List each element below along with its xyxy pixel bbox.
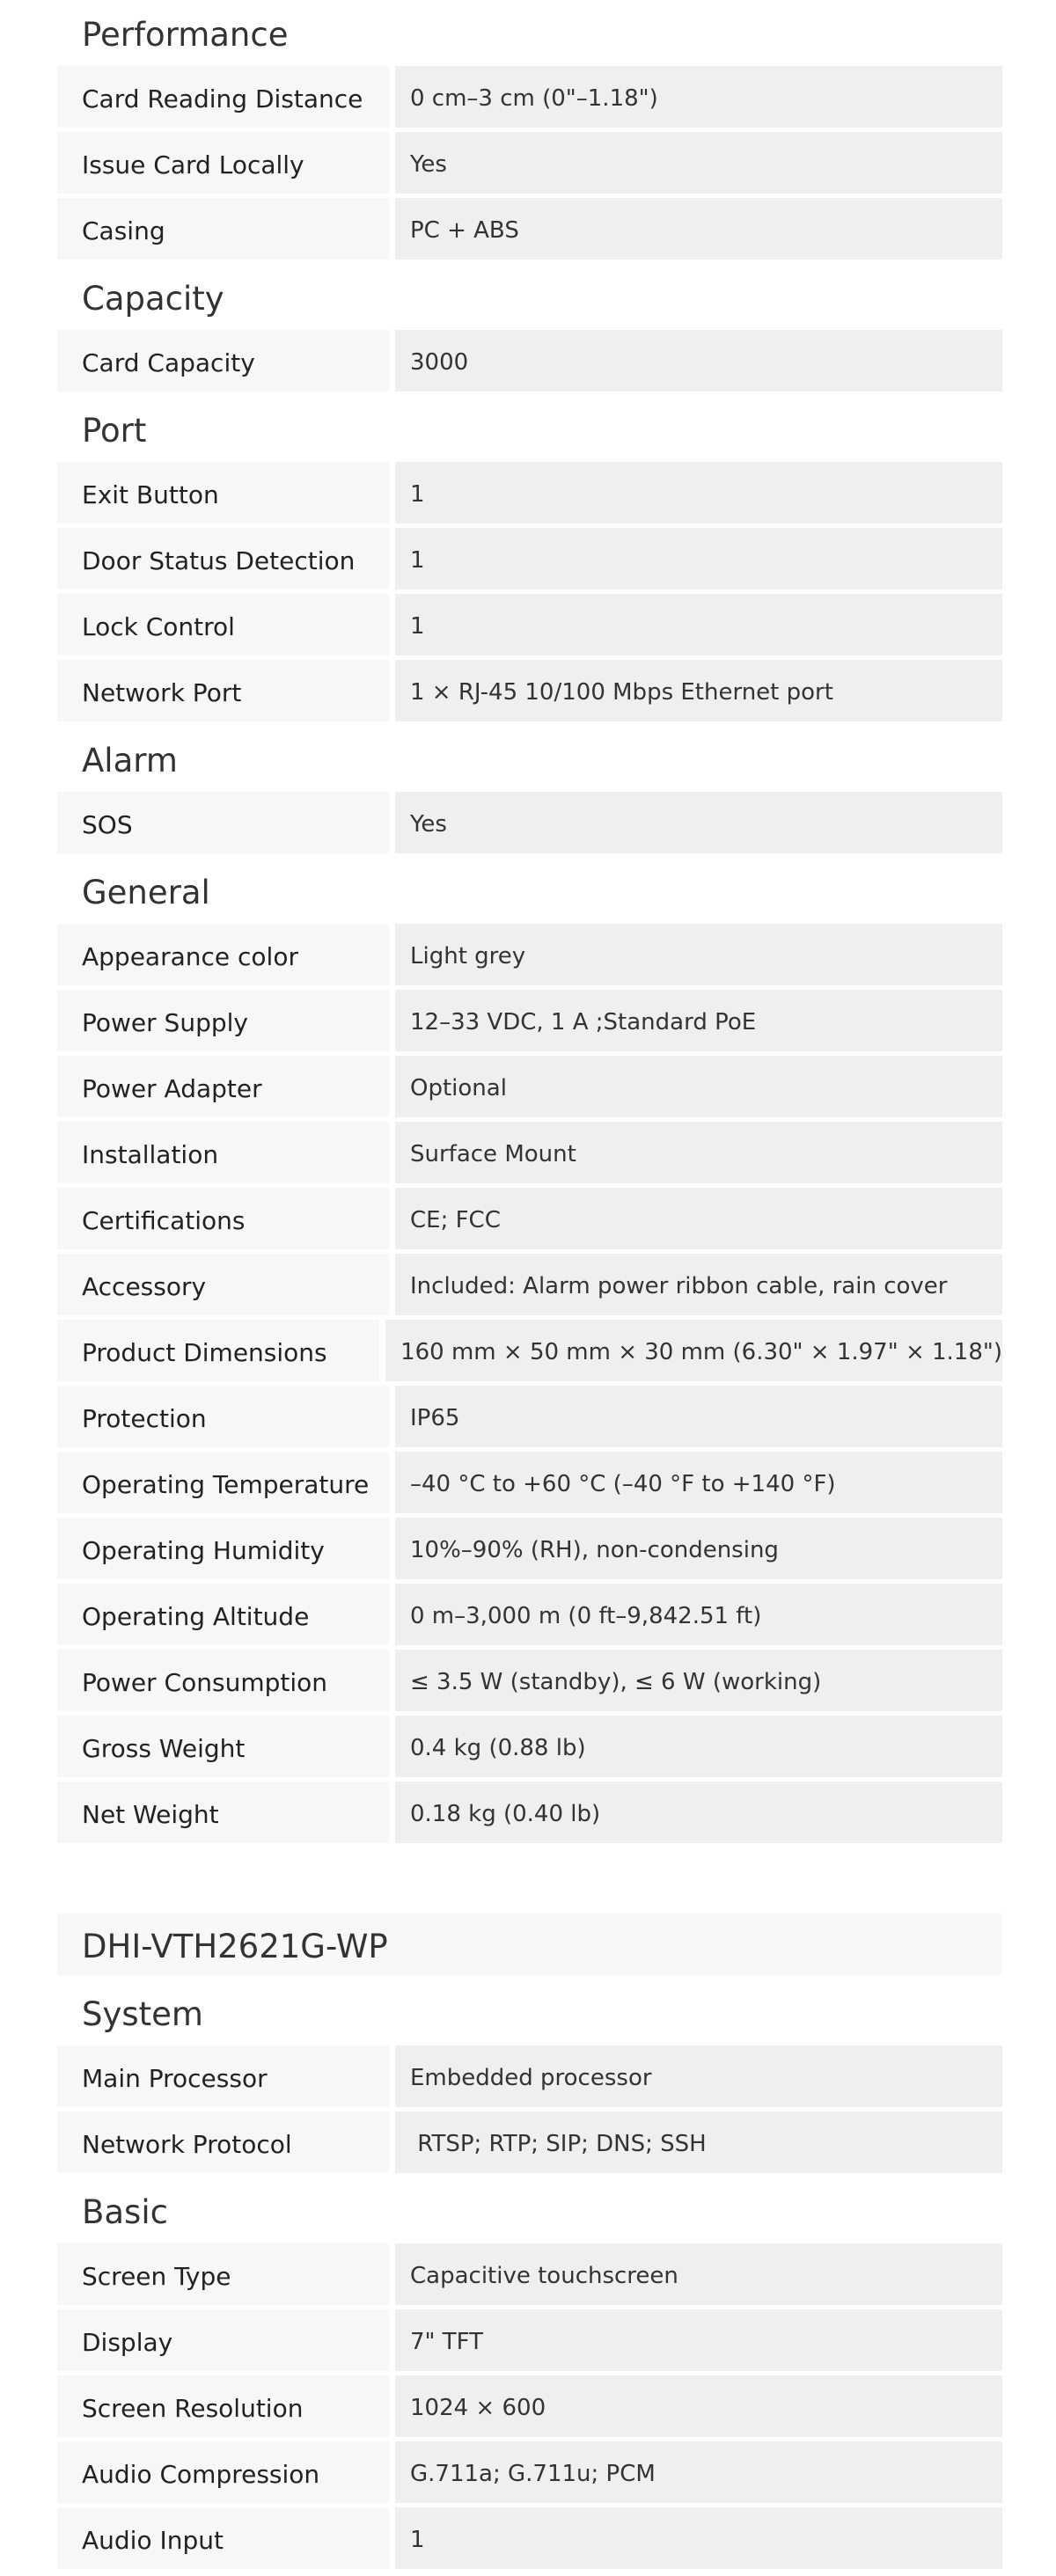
- spec-key: Power Consumption: [57, 1650, 389, 1716]
- spec-value: 160 mm × 50 mm × 30 mm (6.30" × 1.97" × 1.18"): [385, 1320, 1002, 1386]
- spec-key: Main Processor: [57, 2045, 389, 2111]
- spec-value: PC + ABS: [395, 198, 1002, 264]
- spec-row: [57, 1584, 1002, 1650]
- spec-key: Display: [57, 2309, 389, 2375]
- spec-value: G.711a; G.711u; PCM: [395, 2441, 1002, 2507]
- spec-key: Net Weight: [57, 1782, 389, 1848]
- spec-key: Operating Altitude: [57, 1584, 389, 1650]
- section-title-basic: Basic: [57, 2177, 1002, 2243]
- spec-key: Card Capacity: [57, 330, 389, 396]
- spec-row: [57, 1122, 1002, 1188]
- spec-value: 0 m–3,000 m (0 ft–9,842.51 ft): [395, 1584, 1002, 1650]
- spec-value: ≤ 3.5 W (standby), ≤ 6 W (working): [395, 1650, 1002, 1716]
- spec-key: Audio Compression: [57, 2441, 389, 2507]
- spec-key: Audio Input: [57, 2507, 389, 2573]
- spec-row: [57, 2243, 1002, 2309]
- spec-value: Included: Alarm power ribbon cable, rain cover: [395, 1254, 1002, 1320]
- spec-key: Operating Humidity: [57, 1518, 389, 1584]
- spec-key: Certifications: [57, 1188, 389, 1254]
- spec-value: 1: [395, 528, 1002, 594]
- spec-value: 1 × RJ-45 10/100 Mbps Ethernet port: [395, 660, 1002, 726]
- spec-key: Appearance color: [57, 924, 389, 990]
- spec-value: 3000: [395, 330, 1002, 396]
- spec-value: Surface Mount: [395, 1122, 1002, 1188]
- spec-row: [57, 462, 1002, 528]
- spec-key: Gross Weight: [57, 1716, 389, 1782]
- spec-key: Exit Button: [57, 462, 389, 528]
- section-title-capacity: Capacity: [57, 264, 1002, 330]
- spec-key: Screen Resolution: [57, 2375, 389, 2441]
- spec-key: Door Status Detection: [57, 528, 389, 594]
- spec-key: SOS: [57, 792, 389, 858]
- model-title: DHI-VTH2621G-WP: [57, 1914, 1002, 1975]
- spec-row: [57, 2441, 1002, 2507]
- spec-value: RTSP; RTP; SIP; DNS; SSH: [395, 2111, 1002, 2177]
- spec-key: Accessory: [57, 1254, 389, 1320]
- spec-value: 0 cm–3 cm (0"–1.18"): [395, 66, 1002, 132]
- section-title-alarm: Alarm: [57, 726, 1002, 792]
- spec-key: Network Port: [57, 660, 389, 726]
- spec-row: [57, 2507, 1002, 2573]
- spec-value: Yes: [395, 792, 1002, 858]
- section-gap: [57, 1848, 1002, 1914]
- spec-value: 10%–90% (RH), non-condensing: [395, 1518, 1002, 1584]
- spec-sheet: [57, 0, 1002, 2573]
- section-title-system: System: [57, 1980, 1002, 2045]
- spec-key: Issue Card Locally: [57, 132, 389, 198]
- spec-value: Light grey: [395, 924, 1002, 990]
- spec-value: 7" TFT: [395, 2309, 1002, 2375]
- spec-value: CE; FCC: [395, 1188, 1002, 1254]
- spec-row: [57, 1320, 1002, 1386]
- spec-row: [57, 132, 1002, 198]
- spec-key: Installation: [57, 1122, 389, 1188]
- spec-key: Casing: [57, 198, 389, 264]
- spec-row: [57, 990, 1002, 1056]
- spec-row: [57, 660, 1002, 726]
- spec-value: –40 °C to +60 °C (–40 °F to +140 °F): [395, 1452, 1002, 1518]
- section-title-port: Port: [57, 396, 1002, 462]
- spec-row: [57, 2375, 1002, 2441]
- spec-row: [57, 594, 1002, 660]
- spec-value: 12–33 VDC, 1 A ;Standard PoE: [395, 990, 1002, 1056]
- section-title-performance: Performance: [57, 0, 1002, 66]
- spec-row: [57, 1452, 1002, 1518]
- spec-row: [57, 1386, 1002, 1452]
- spec-row: [57, 1518, 1002, 1584]
- spec-row: [57, 1716, 1002, 1782]
- spec-value: Yes: [395, 132, 1002, 198]
- spec-row: [57, 2309, 1002, 2375]
- spec-row: [57, 1782, 1002, 1848]
- spec-row: [57, 330, 1002, 396]
- spec-row: [57, 1056, 1002, 1122]
- spec-key: Power Supply: [57, 990, 389, 1056]
- spec-row: [57, 2045, 1002, 2111]
- spec-value: 1: [395, 594, 1002, 660]
- spec-row: [57, 528, 1002, 594]
- spec-key: Protection: [57, 1386, 389, 1452]
- spec-key: Network Protocol: [57, 2111, 389, 2177]
- section-title-general: General: [57, 858, 1002, 924]
- spec-row: [57, 1254, 1002, 1320]
- spec-value: 0.18 kg (0.40 lb): [395, 1782, 1002, 1848]
- spec-row: [57, 792, 1002, 858]
- spec-key: Product Dimensions: [57, 1320, 379, 1386]
- spec-value: IP65: [395, 1386, 1002, 1452]
- spec-value: 1024 × 600: [395, 2375, 1002, 2441]
- spec-value: Capacitive touchscreen: [395, 2243, 1002, 2309]
- spec-row: [57, 1650, 1002, 1716]
- spec-row: [57, 66, 1002, 132]
- spec-row: [57, 1188, 1002, 1254]
- spec-value: Embedded processor: [395, 2045, 1002, 2111]
- spec-row: [57, 924, 1002, 990]
- spec-value: 0.4 kg (0.88 lb): [395, 1716, 1002, 1782]
- spec-key: Lock Control: [57, 594, 389, 660]
- spec-key: Screen Type: [57, 2243, 389, 2309]
- spec-value: Optional: [395, 1056, 1002, 1122]
- spec-row: [57, 2111, 1002, 2177]
- spec-value: 1: [395, 2507, 1002, 2573]
- spec-row: [57, 198, 1002, 264]
- spec-key: Card Reading Distance: [57, 66, 389, 132]
- spec-key: Power Adapter: [57, 1056, 389, 1122]
- spec-value: 1: [395, 462, 1002, 528]
- spec-key: Operating Temperature: [57, 1452, 389, 1518]
